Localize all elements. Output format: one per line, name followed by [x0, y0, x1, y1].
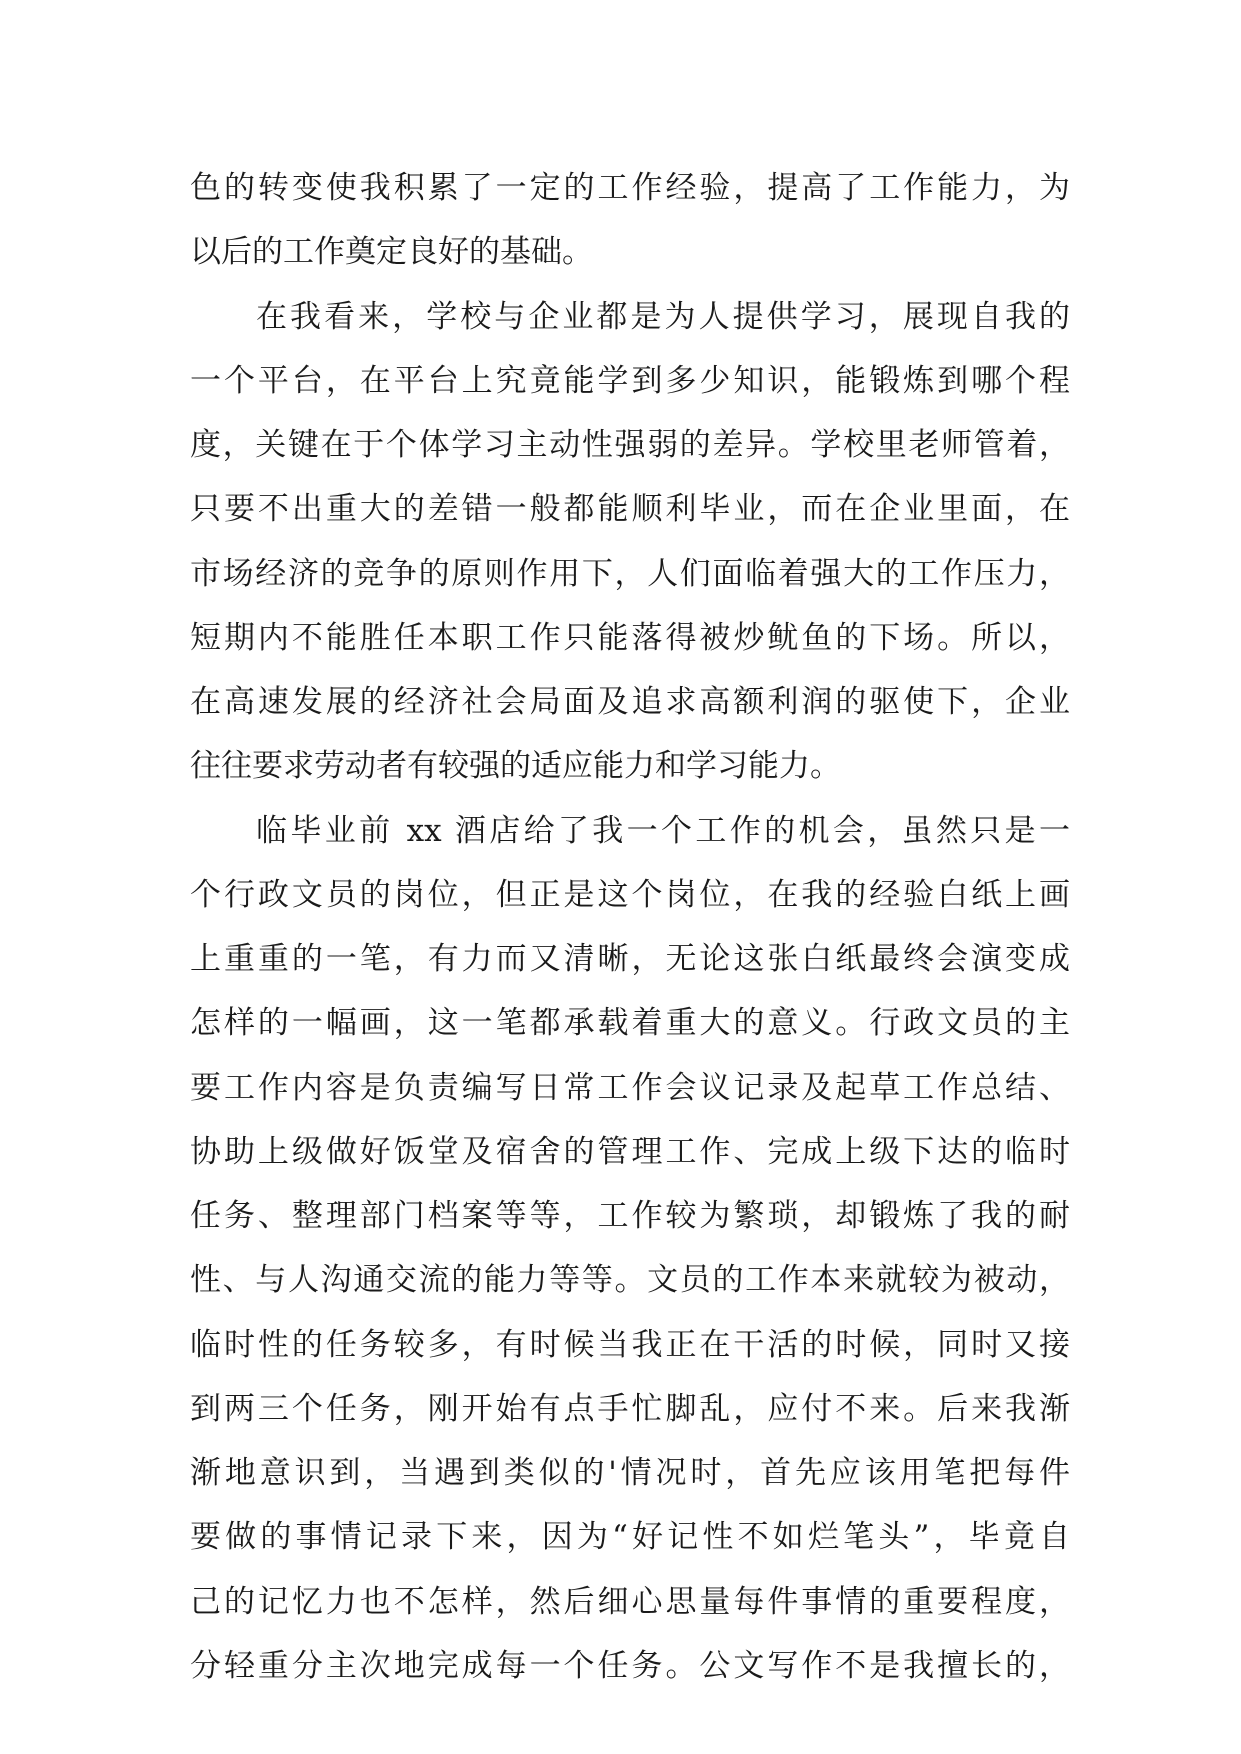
text-line: 临时性的任务较多，有时候当我正在干活的时候，同时又接: [190, 1326, 1070, 1363]
text-line: 任务、整理部门档案等等，工作较为繁琐，却锻炼了我的耐: [190, 1198, 1070, 1234]
text-line: 短期内不能胜任本职工作只能落得被炒鱿鱼的下场。所以，: [190, 619, 1070, 656]
text-line: 渐地意识到，当遇到类似的'情况时，首先应该用笔把每件: [190, 1455, 1070, 1491]
text-line: 上重重的一笔，有力而又清晰，无论这张白纸最终会演变成: [190, 941, 1070, 977]
text-line: 只要不出重大的差错一般都能顺利毕业，而在企业里面，在: [190, 491, 1070, 528]
text-line: 分轻重分主次地完成每一个任务。公文写作不是我擅长的，: [190, 1647, 1070, 1684]
text-line: 市场经济的竞争的原则作用下，人们面临着强大的工作压力，: [190, 555, 1070, 592]
body-text: [190, 156, 1070, 1698]
text-line: 要工作内容是负责编写日常工作会议记录及起草工作总结、: [190, 1069, 1070, 1106]
text-line: 往往要求劳动者有较强的适应能力和学习能力。: [190, 748, 841, 785]
text-line: 协助上级做好饭堂及宿舍的管理工作、完成上级下达的临时: [190, 1133, 1070, 1170]
text-line: 怎样的一幅画，这一笔都承载着重大的意义。行政文员的主: [190, 1005, 1070, 1042]
text-line: 在高速发展的经济社会局面及追求高额利润的驱使下，企业: [190, 684, 1070, 720]
text-line: 个行政文员的岗位，但正是这个岗位，在我的经验白纸上画: [190, 876, 1070, 913]
text-line: 临毕业前 xx 酒店给了我一个工作的机会，虽然只是一: [256, 812, 1070, 849]
text-line: 要做的事情记录下来，因为“好记性不如烂笔头”，毕竟自: [190, 1519, 1070, 1556]
text-line: 在我看来，学校与企业都是为人提供学习，展现自我的: [256, 298, 1070, 335]
text-line: 到两三个任务，刚开始有点手忙脚乱，应付不来。后来我渐: [190, 1390, 1070, 1427]
text-line: 以后的工作奠定良好的基础。: [190, 234, 593, 271]
text-line: 度，关键在于个体学习主动性强弱的差异。学校里老师管着，: [190, 427, 1070, 463]
text-line: 一个平台，在平台上究竟能学到多少知识，能锻炼到哪个程: [190, 362, 1070, 399]
text-line: 性、与人沟通交流的能力等等。文员的工作本来就较为被动，: [190, 1262, 1070, 1299]
text-line: 色的转变使我积累了一定的工作经验，提高了工作能力，为: [190, 170, 1070, 206]
text-line: 己的记忆力也不怎样，然后细心思量每件事情的重要程度，: [190, 1583, 1070, 1620]
